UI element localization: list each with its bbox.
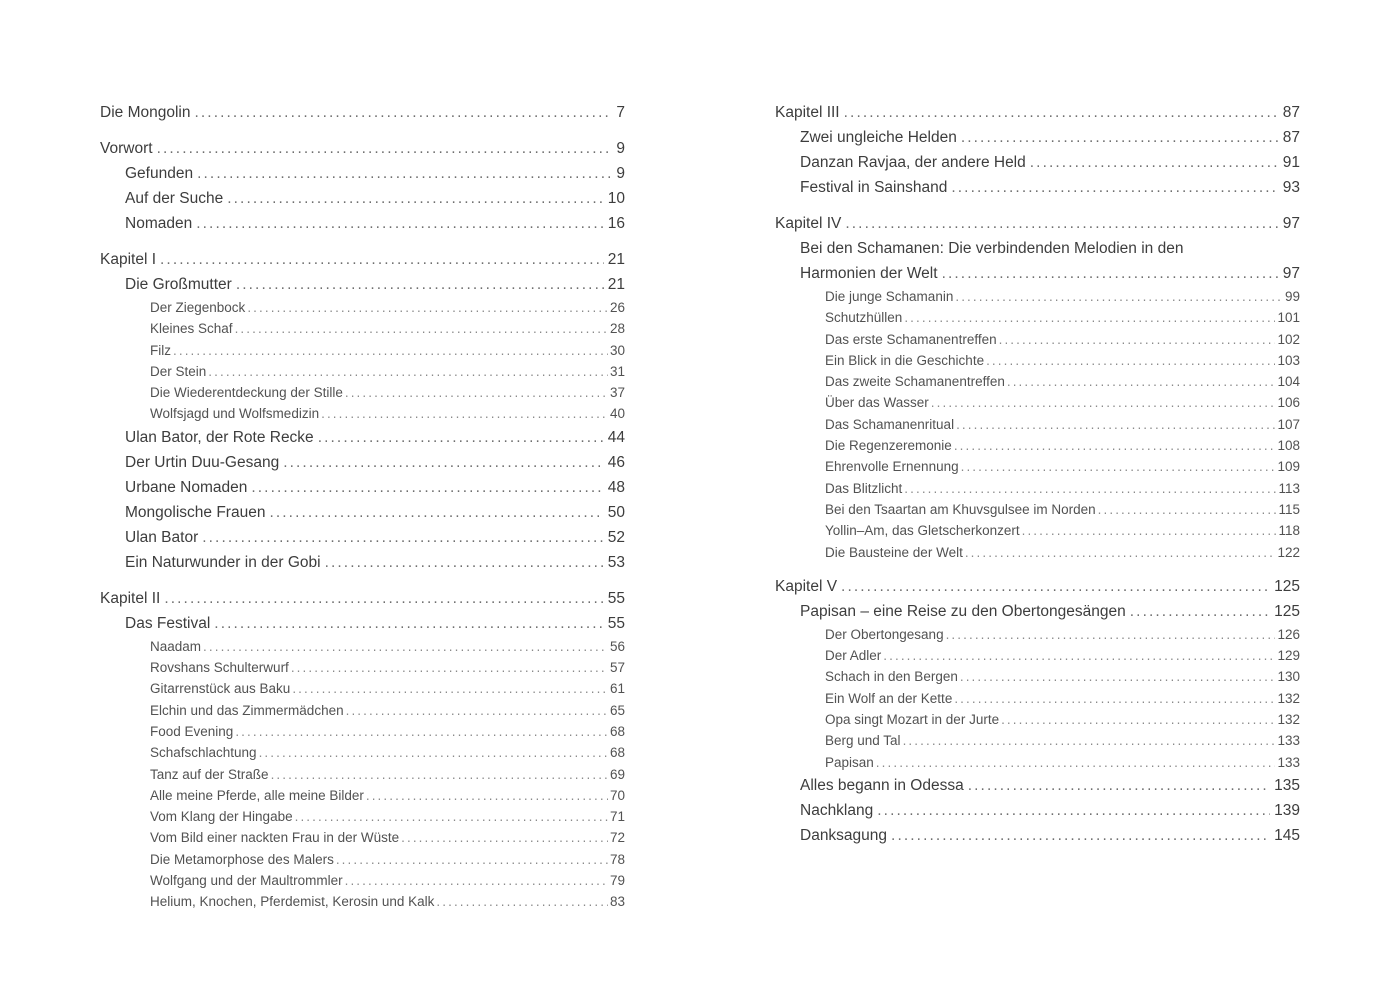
toc-entry-label: Wolfgang und der Maultrommler xyxy=(150,873,343,889)
toc-entry-label: Der Ziegenbock xyxy=(150,300,246,315)
toc-entry xyxy=(775,645,1300,666)
toc-entry-label: Gefunden xyxy=(125,165,194,182)
dot-leader xyxy=(883,645,1275,666)
dot-leader xyxy=(202,525,604,550)
toc-entry xyxy=(775,478,1300,499)
page-number: 87 xyxy=(1282,104,1300,121)
page-number: 139 xyxy=(1274,801,1300,819)
page-number: 40 xyxy=(609,406,625,422)
dot-leader xyxy=(954,435,1276,456)
toc-entry-label: Kapitel I xyxy=(100,251,157,268)
page-number: 115 xyxy=(1278,501,1300,517)
toc-entry xyxy=(100,586,625,611)
page-number: 21 xyxy=(607,276,625,293)
page-number: 125 xyxy=(1274,577,1300,595)
dot-leader xyxy=(160,247,604,272)
page-number: 103 xyxy=(1277,352,1300,368)
toc-entry xyxy=(100,764,625,785)
toc-entry-label: Schafschlachtung xyxy=(150,745,257,761)
dot-leader xyxy=(208,361,608,382)
page-number: 69 xyxy=(609,766,625,782)
toc-entry-label: Der Adler xyxy=(825,648,882,664)
page-number: 65 xyxy=(609,702,625,718)
page-number: 10 xyxy=(607,190,625,207)
toc-entry xyxy=(100,721,625,742)
toc-entry xyxy=(775,520,1300,541)
toc-entry-label: Rovshans Schulterwurf xyxy=(150,660,289,676)
toc-entry-label: Ein Blick in die Geschichte xyxy=(825,352,985,368)
toc-entry-label: Harmonien der Welt xyxy=(800,265,938,282)
page-number: 50 xyxy=(607,503,625,521)
dot-leader xyxy=(345,870,608,891)
page-number: 53 xyxy=(607,553,625,571)
dot-leader xyxy=(1030,150,1279,175)
page-number: 93 xyxy=(1282,179,1300,196)
toc-entry xyxy=(100,403,625,424)
toc-entry xyxy=(775,329,1300,350)
dot-leader xyxy=(1022,520,1277,541)
toc-entry xyxy=(775,798,1300,823)
dot-leader xyxy=(956,414,1275,435)
page-number: 97 xyxy=(1282,215,1300,232)
toc-entry xyxy=(100,500,625,525)
toc-entry xyxy=(775,100,1300,125)
toc-entry xyxy=(100,475,625,500)
page-number: 26 xyxy=(609,300,625,315)
dot-leader xyxy=(318,425,604,450)
toc-entry xyxy=(775,286,1300,307)
toc-entry xyxy=(100,525,625,550)
toc-entry xyxy=(775,666,1300,687)
dot-leader xyxy=(321,403,608,424)
toc-entry-label: Ehrenvolle Ernennung xyxy=(825,459,959,475)
dot-leader xyxy=(271,764,608,785)
page-number: 125 xyxy=(1274,602,1300,620)
dot-leader xyxy=(227,186,604,211)
toc-entry xyxy=(775,542,1300,563)
toc-entry-label: Papisan xyxy=(825,754,874,770)
toc-entry-label: Nomaden xyxy=(125,215,193,232)
page-number: 71 xyxy=(609,809,625,825)
page-number: 37 xyxy=(609,385,625,401)
toc-entry xyxy=(775,350,1300,371)
toc-entry xyxy=(775,499,1300,520)
dot-leader xyxy=(235,721,608,742)
toc-entry xyxy=(775,688,1300,709)
page-number: 55 xyxy=(607,589,625,607)
toc-entry xyxy=(100,827,625,848)
page-number: 9 xyxy=(616,165,625,182)
toc-entry xyxy=(100,382,625,403)
dot-leader xyxy=(269,500,603,525)
toc-entry-label: Zwei ungleiche Helden xyxy=(800,129,957,146)
dot-leader xyxy=(292,678,608,699)
toc-entry-label: Opa singt Mozart in der Jurte xyxy=(825,712,1000,728)
toc-entry xyxy=(775,261,1300,286)
page-number: 108 xyxy=(1277,438,1300,454)
dot-leader xyxy=(283,450,604,475)
toc-entry xyxy=(100,247,625,272)
toc-entry-label: Das Blitzlicht xyxy=(825,480,903,496)
dot-leader xyxy=(203,636,608,657)
dot-leader xyxy=(961,125,1279,150)
toc-entry-label: Naadam xyxy=(150,638,202,654)
toc-entry xyxy=(775,709,1300,730)
toc-entry xyxy=(775,150,1300,175)
dot-leader xyxy=(845,211,1278,236)
page-number: 72 xyxy=(609,830,625,846)
dot-leader xyxy=(214,611,603,636)
page-number: 132 xyxy=(1277,712,1300,728)
dot-leader xyxy=(1098,499,1277,520)
toc-entry xyxy=(775,125,1300,150)
page-number: 55 xyxy=(607,614,625,632)
toc-entry-label: Alle meine Pferde, alle meine Bilder xyxy=(150,787,364,803)
toc-entry-label: Kleines Schaf xyxy=(150,321,233,337)
dot-leader xyxy=(235,318,608,339)
page-number: 57 xyxy=(609,660,625,676)
toc-entry-label: Schutzhüllen xyxy=(825,310,903,326)
toc-entry xyxy=(775,307,1300,328)
toc-entry-label: Yollin–Am, das Gletscherkonzert xyxy=(825,523,1020,539)
dot-leader xyxy=(196,211,604,236)
toc-entry-label: Vorwort xyxy=(100,140,153,157)
page-number: 31 xyxy=(609,363,625,379)
dot-leader xyxy=(197,161,612,186)
toc-entry xyxy=(100,891,625,912)
dot-leader xyxy=(904,478,1276,499)
page-number: 46 xyxy=(607,453,625,471)
dot-leader xyxy=(346,700,608,721)
page-number: 129 xyxy=(1277,648,1300,664)
toc-entry xyxy=(100,318,625,339)
toc-entry-label: Das Schamanenritual xyxy=(825,416,955,432)
dot-leader xyxy=(1130,599,1270,624)
toc-entry xyxy=(775,752,1300,773)
dot-leader xyxy=(259,742,608,763)
dot-leader xyxy=(961,456,1276,477)
toc-entry-label: Ulan Bator xyxy=(125,528,199,546)
toc-entry xyxy=(775,456,1300,477)
toc-entry-label: Elchin und das Zimmermädchen xyxy=(150,702,344,718)
toc-entry-label: Die Bausteine der Welt xyxy=(825,544,963,560)
dot-leader xyxy=(157,136,613,161)
dot-leader xyxy=(946,624,1276,645)
page-number: 122 xyxy=(1277,544,1300,560)
page-number: 79 xyxy=(609,873,625,889)
dot-leader xyxy=(436,891,608,912)
page-number: 87 xyxy=(1282,129,1300,146)
dot-leader xyxy=(891,823,1270,848)
toc-entry-label: Danksagung xyxy=(800,826,888,844)
dot-leader xyxy=(401,827,608,848)
dot-leader xyxy=(164,586,603,611)
page-number: 44 xyxy=(607,428,625,446)
toc-entry xyxy=(100,611,625,636)
page-number: 83 xyxy=(609,894,625,910)
toc-entry xyxy=(775,599,1300,624)
toc-entry-label: Alles begann in Odessa xyxy=(800,776,964,794)
page-number: 145 xyxy=(1274,826,1300,844)
page-number: 133 xyxy=(1277,754,1300,770)
dot-leader xyxy=(336,849,608,870)
page-number: 16 xyxy=(607,215,625,232)
dot-leader xyxy=(1001,709,1275,730)
toc-entry-label: Food Evening xyxy=(150,723,234,739)
page-number: 68 xyxy=(609,723,625,739)
page-number: 109 xyxy=(1277,459,1300,475)
page-number: 97 xyxy=(1282,265,1300,282)
toc-entry xyxy=(775,773,1300,798)
toc-entry-label: Berg und Tal xyxy=(825,733,901,749)
toc-entry xyxy=(100,870,625,891)
toc-entry xyxy=(775,392,1300,413)
toc-entry xyxy=(775,236,1300,261)
dot-leader xyxy=(999,329,1276,350)
dot-leader xyxy=(1007,371,1276,392)
page-number: 99 xyxy=(1284,289,1300,304)
page-number: 56 xyxy=(609,638,625,654)
toc-entry xyxy=(775,175,1300,200)
page-number: 78 xyxy=(609,851,625,867)
dot-leader xyxy=(876,752,1276,773)
toc-entry xyxy=(100,849,625,870)
dot-leader xyxy=(931,392,1276,413)
page-number: 118 xyxy=(1278,523,1300,539)
toc-entry xyxy=(100,450,625,475)
page-number: 9 xyxy=(616,140,625,157)
toc-entry xyxy=(100,425,625,450)
dot-leader xyxy=(951,175,1278,200)
toc-entry xyxy=(775,823,1300,848)
toc-entry xyxy=(100,136,625,161)
page-number: 113 xyxy=(1278,480,1300,496)
dot-leader xyxy=(841,574,1270,599)
dot-leader xyxy=(960,666,1276,687)
toc-entry xyxy=(100,636,625,657)
page-number: 7 xyxy=(616,104,625,121)
toc-entry xyxy=(100,806,625,827)
dot-leader xyxy=(247,297,608,318)
dot-leader xyxy=(955,286,1283,307)
toc-entry xyxy=(775,730,1300,751)
toc-entry xyxy=(775,414,1300,435)
toc-entry xyxy=(775,211,1300,236)
toc-entry-label: Filz xyxy=(150,342,171,358)
toc-entry-label: Die Großmutter xyxy=(125,276,232,293)
page-number: 102 xyxy=(1277,331,1300,347)
toc-entry xyxy=(100,742,625,763)
toc-entry-label: Ulan Bator, der Rote Recke xyxy=(125,428,314,446)
page-number: 61 xyxy=(609,681,625,697)
toc-entry-label: Gitarrenstück aus Baku xyxy=(150,681,291,697)
toc-entry-label: Kapitel V xyxy=(775,577,838,595)
dot-leader xyxy=(986,350,1275,371)
toc-entry xyxy=(100,100,625,125)
toc-entry xyxy=(100,550,625,575)
toc-entry-label: Papisan – eine Reise zu den Obertongesängen xyxy=(800,602,1126,620)
toc-entry-label: Kapitel II xyxy=(100,589,161,607)
dot-leader xyxy=(968,773,1270,798)
toc-entry-label: Wolfsjagd und Wolfsmedizin xyxy=(150,406,320,422)
toc-entry-label: Helium, Knochen, Pferdemist, Kerosin und Kalk xyxy=(150,894,435,910)
toc-entry xyxy=(100,785,625,806)
page-number: 21 xyxy=(607,251,625,268)
toc-entry-label: Nachklang xyxy=(800,801,874,819)
toc-entry-label: Kapitel IV xyxy=(775,215,842,232)
toc-entry xyxy=(100,340,625,361)
toc-entry-label: Das erste Schamanentreffen xyxy=(825,331,997,347)
toc-right-column xyxy=(775,100,1300,848)
page-number: 104 xyxy=(1277,374,1300,390)
dot-leader xyxy=(904,307,1275,328)
dot-leader xyxy=(942,261,1279,286)
toc-entry xyxy=(775,624,1300,645)
page-number: 130 xyxy=(1277,669,1300,685)
toc-entry-label: Das Festival xyxy=(125,614,211,632)
page-number: 135 xyxy=(1274,776,1300,794)
dot-leader xyxy=(194,100,612,125)
toc-entry-label: Ein Naturwunder in der Gobi xyxy=(125,553,321,571)
dot-leader xyxy=(345,382,608,403)
page-number: 48 xyxy=(607,478,625,496)
toc-entry-label: Ein Wolf an der Kette xyxy=(825,690,953,706)
page-number: 91 xyxy=(1282,154,1300,171)
dot-leader xyxy=(877,798,1270,823)
dot-leader xyxy=(295,806,608,827)
page-number: 126 xyxy=(1277,626,1300,642)
toc-entry xyxy=(100,211,625,236)
page-number: 101 xyxy=(1277,310,1300,326)
toc-entry xyxy=(100,272,625,297)
toc-entry-label: Kapitel III xyxy=(775,104,840,121)
toc-left-column xyxy=(100,100,625,913)
toc-entry-label: Die Wiederentdeckung der Stille xyxy=(150,385,343,401)
dot-leader xyxy=(251,475,603,500)
page-number: 70 xyxy=(609,787,625,803)
toc-entry-label: Das zweite Schamanentreffen xyxy=(825,374,1005,390)
toc-entry-label: Schach in den Bergen xyxy=(825,669,958,685)
toc-entry xyxy=(100,361,625,382)
dot-leader xyxy=(903,730,1276,751)
page-number: 52 xyxy=(607,528,625,546)
dot-leader xyxy=(954,688,1275,709)
toc-entry-label: Festival in Sainshand xyxy=(800,179,948,196)
toc-entry-label: Die junge Schamanin xyxy=(825,289,954,304)
dot-leader xyxy=(844,100,1279,125)
page-number: 106 xyxy=(1277,395,1300,411)
toc-entry-label: Die Metamorphose des Malers xyxy=(150,851,334,867)
toc-entry xyxy=(775,435,1300,456)
toc-entry xyxy=(100,186,625,211)
toc-entry-label: Vom Klang der Hingabe xyxy=(150,809,293,825)
toc-entry-label: Der Stein xyxy=(150,363,207,379)
dot-leader xyxy=(173,340,608,361)
toc-entry xyxy=(100,657,625,678)
page-number: 132 xyxy=(1277,690,1300,706)
dot-leader xyxy=(325,550,604,575)
toc-entry-label: Vom Bild einer nackten Frau in der Wüste xyxy=(150,830,400,846)
toc-entry-label: Danzan Ravjaa, der andere Held xyxy=(800,154,1026,171)
page-number: 133 xyxy=(1277,733,1300,749)
toc-entry-label: Die Mongolin xyxy=(100,104,191,121)
dot-leader xyxy=(291,657,608,678)
toc-entry-label: Auf der Suche xyxy=(125,190,224,207)
toc-entry-label: Tanz auf der Straße xyxy=(150,766,269,782)
toc-entry-label: Über das Wasser xyxy=(825,395,929,411)
toc-entry xyxy=(100,161,625,186)
toc-entry xyxy=(100,297,625,318)
toc-entry-label: Die Regenzeremonie xyxy=(825,438,952,454)
page-number: 107 xyxy=(1277,416,1300,432)
toc-entry-label: Der Urtin Duu-Gesang xyxy=(125,453,280,471)
page-number: 68 xyxy=(609,745,625,761)
toc-entry-label: Urbane Nomaden xyxy=(125,478,248,496)
dot-leader xyxy=(236,272,604,297)
toc-entry xyxy=(775,574,1300,599)
dot-leader xyxy=(366,785,608,806)
toc-entry xyxy=(100,678,625,699)
toc-entry xyxy=(100,700,625,721)
toc-entry-label: Der Obertongesang xyxy=(825,626,944,642)
toc-entry-label: Mongolische Frauen xyxy=(125,503,266,521)
page-number: 28 xyxy=(609,321,625,337)
page-number: 30 xyxy=(609,342,625,358)
dot-leader xyxy=(965,542,1276,563)
toc-entry-label: Bei den Schamanen: Die verbindenden Melodien in den xyxy=(800,240,1184,257)
toc-entry xyxy=(775,371,1300,392)
toc-entry-label: Bei den Tsaartan am Khuvsgulsee im Norden xyxy=(825,501,1096,517)
